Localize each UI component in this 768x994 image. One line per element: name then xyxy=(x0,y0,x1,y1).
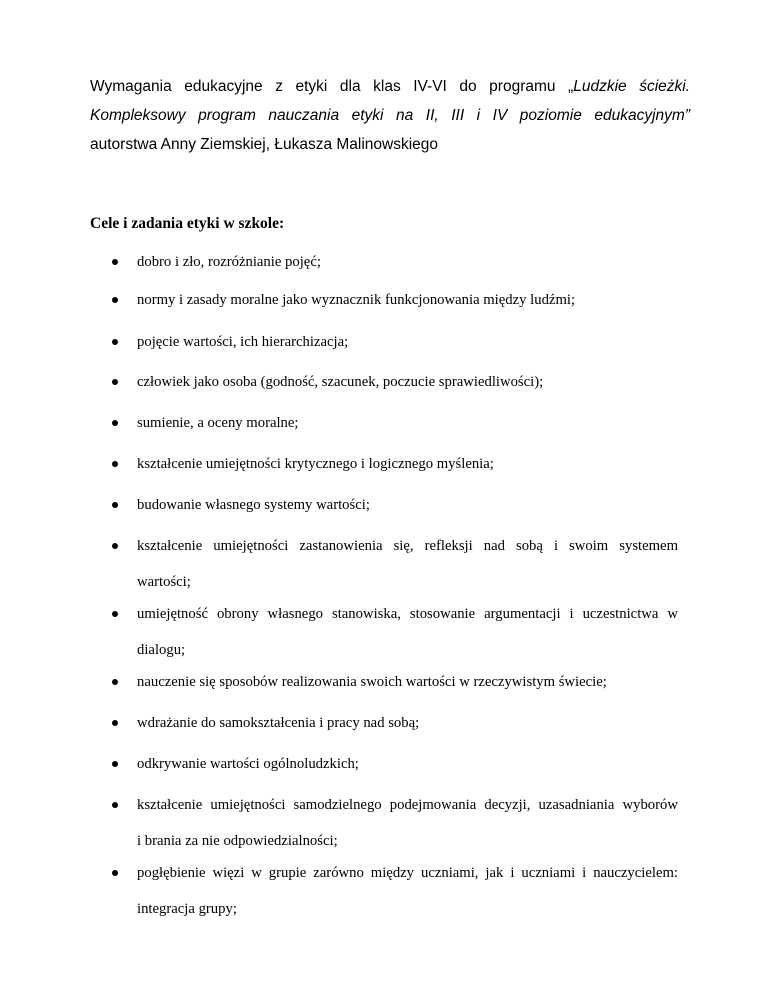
list-item xyxy=(112,446,678,482)
bullet-icon xyxy=(112,379,118,385)
bullet-icon xyxy=(112,339,118,345)
document-intro xyxy=(90,72,690,159)
intro-line-2 xyxy=(90,101,690,130)
intro-line-2-italic: Kompleksowy program nauczania etyki na II, III i IV poziomie edukacyjnym” xyxy=(90,107,690,124)
bullet-icon xyxy=(112,761,118,767)
bullet-icon xyxy=(112,802,118,808)
list-item-text: pogłębienie więzi w grupie zarówno między uczniami, jak i uczniami i nauczycielem: xyxy=(137,865,678,881)
list-item-text: normy i zasady moralne jako wyznacznik funkcjonowania między ludźmi; xyxy=(137,292,576,308)
bullet-icon xyxy=(112,611,118,617)
list-item xyxy=(112,324,678,360)
list-item xyxy=(112,596,678,668)
bullet-icon xyxy=(112,259,118,265)
bullet-icon xyxy=(112,297,118,303)
list-item-text: pojęcie wartości, ich hierarchizacja; xyxy=(137,334,349,350)
list-item xyxy=(112,664,678,700)
list-item-text: kształcenie umiejętności samodzielnego podejmowania decyzji, uzasadniania wyborów xyxy=(137,797,678,813)
list-item xyxy=(112,364,678,400)
bullet-icon xyxy=(112,720,118,726)
list-item-text: odkrywanie wartości ogólnoludzkich; xyxy=(137,756,359,772)
list-item-text-continued: i brania za nie odpowiedzialności; xyxy=(137,833,338,849)
bullet-icon xyxy=(112,679,118,685)
intro-line-3: autorstwa Anny Ziemskiej, Łukasza Malinowskiego xyxy=(90,136,439,153)
intro-line-1-italic: Ludzkie ścieżki. xyxy=(573,78,691,95)
list-item-text: kształcenie umiejętności krytycznego i logicznego myślenia; xyxy=(137,456,494,472)
bullet-icon xyxy=(112,870,118,876)
bullet-icon xyxy=(112,420,118,426)
list-item xyxy=(112,746,678,782)
list-item-text: kształcenie umiejętności zastanowienia się, refleksji nad sobą i swoim systemem xyxy=(137,538,678,554)
section-heading: Cele i zadania etyki w szkole: xyxy=(90,215,285,232)
bullet-icon xyxy=(112,543,118,549)
list-item xyxy=(112,244,678,280)
list-item xyxy=(112,487,678,523)
bullet-icon xyxy=(112,502,118,508)
bullet-icon xyxy=(112,461,118,467)
list-item xyxy=(112,528,678,600)
list-item-text: nauczenie się sposobów realizowania swoich wartości w rzeczywistym świecie; xyxy=(137,674,607,690)
list-item-text: dobro i zło, rozróżnianie pojęć; xyxy=(137,254,321,270)
intro-line-1 xyxy=(90,72,690,101)
list-item xyxy=(112,855,678,927)
intro-line-1-text: Wymagania edukacyjne z etyki dla klas IV-VI do programu „ xyxy=(90,78,574,95)
list-item xyxy=(112,405,678,441)
list-item-text: sumienie, a oceny moralne; xyxy=(137,415,299,431)
list-item xyxy=(112,705,678,741)
list-item-text-continued: dialogu; xyxy=(137,642,186,658)
list-item-text: wdrażanie do samokształcenia i pracy nad sobą; xyxy=(137,715,420,731)
list-item xyxy=(112,282,678,318)
list-item-text-continued: wartości; xyxy=(137,574,191,590)
list-item-text: umiejętność obrony własnego stanowiska, stosowanie argumentacji i uczestnictwa w xyxy=(137,606,678,622)
list-item-text: budowanie własnego systemy wartości; xyxy=(137,497,370,513)
list-item xyxy=(112,787,678,859)
list-item-text-continued: integracja grupy; xyxy=(137,901,237,917)
list-item-text: człowiek jako osoba (godność, szacunek, poczucie sprawiedliwości); xyxy=(137,374,544,390)
